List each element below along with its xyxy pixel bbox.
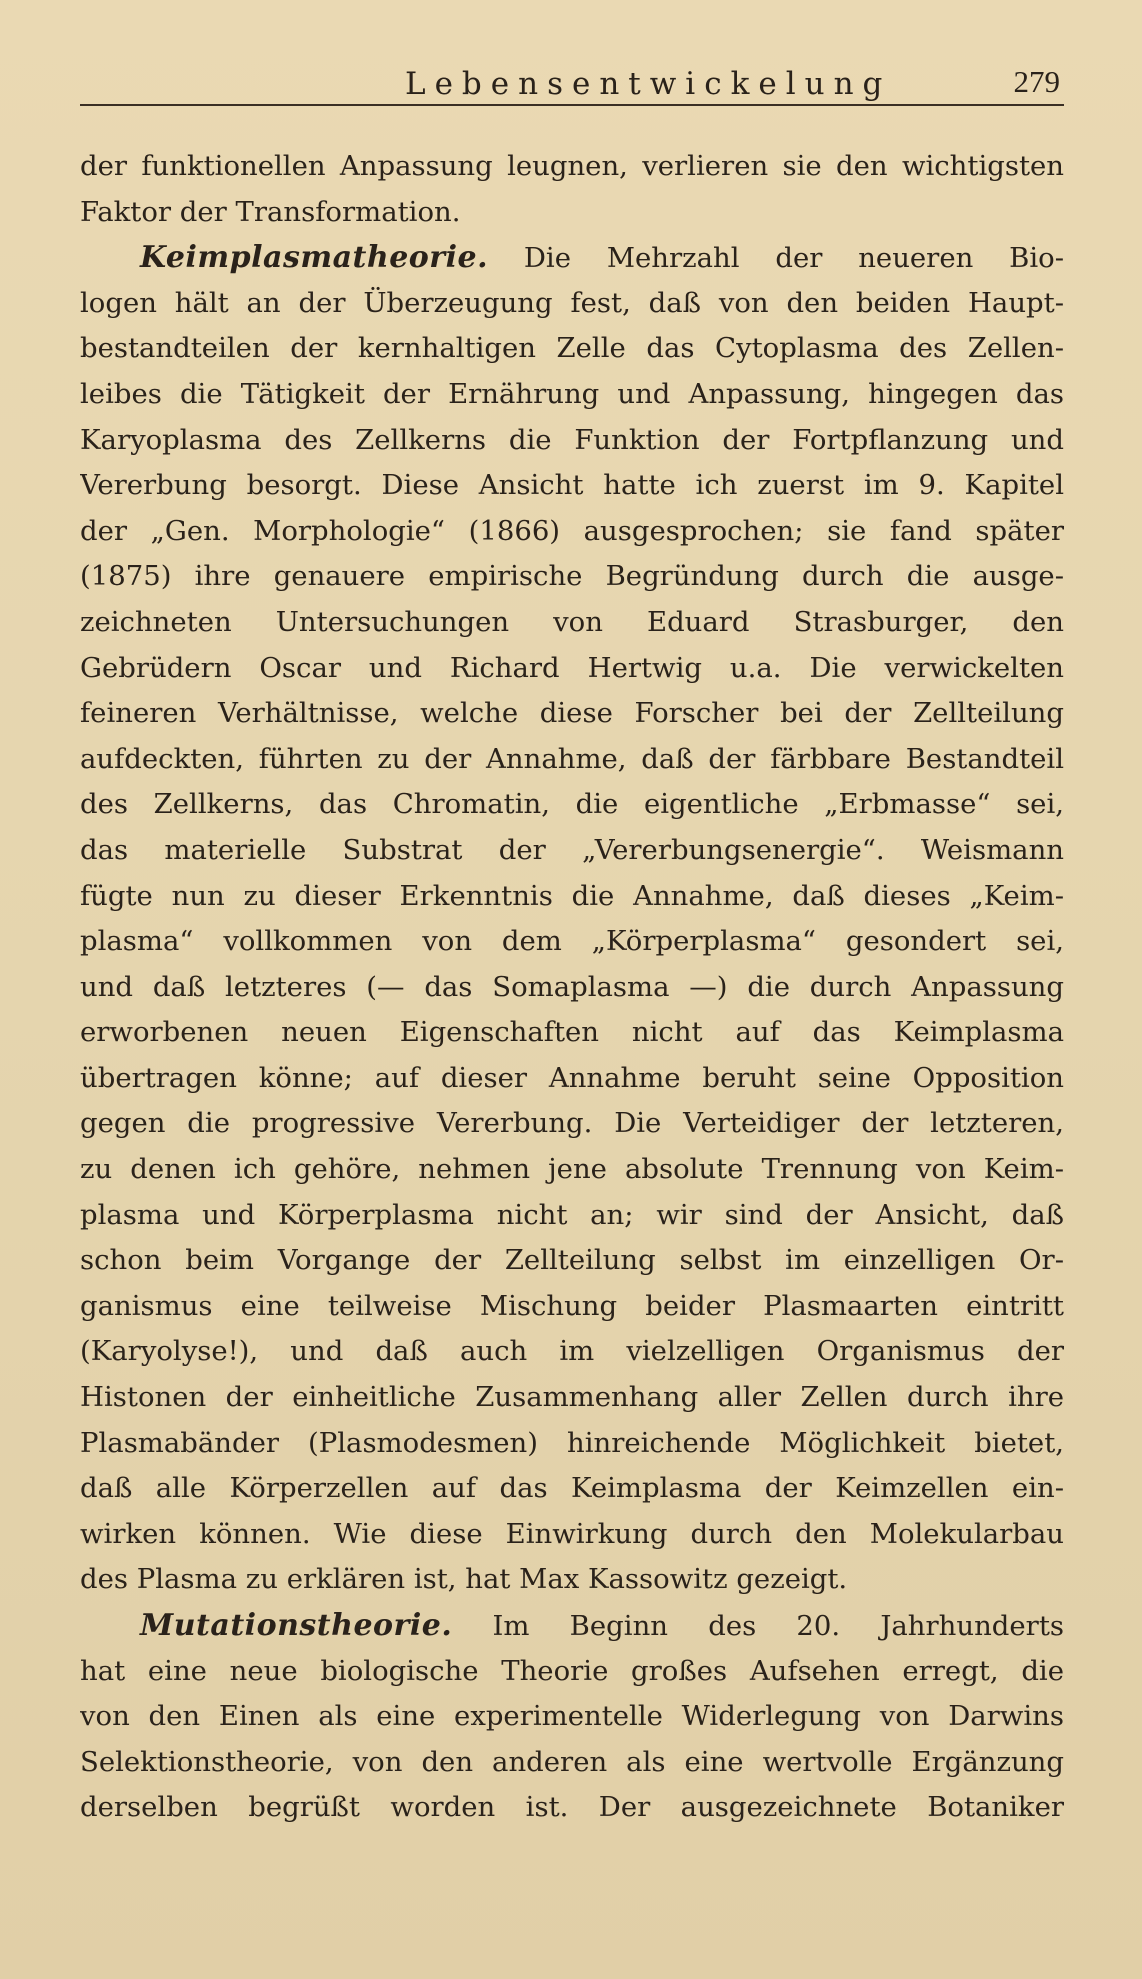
section-heading-keimplasmatheorie: Keimplasmatheorie. [140,240,489,276]
text-line: schon beim Vorgange der Zellteilung selbst im einzelligen Or- [80,1244,1064,1277]
text-line: hat eine neue biologische Theorie großes Aufsehen erregt, die [80,1654,1064,1687]
text-line: Vererbung besorgt. Diese Ansicht hatte ich zuerst im 9. Kapitel [80,469,1064,502]
text-line: das materielle Substrat der „Vererbungsenergie“. Weismann [80,833,1064,866]
text-line: daß alle Körperzellen auf das Keimplasma der Keimzellen ein- [80,1472,1064,1505]
section-heading-mutationstheorie: Mutationstheorie. [140,1608,453,1643]
text-line: wirken können. Wie diese Einwirkung durch den Molekularbau [80,1517,1064,1550]
text-line: ganismus eine teilweise Mischung beider Plasmaarten eintritt [80,1289,1064,1322]
text-line: und daß letzteres (— das Somaplasma —) die durch Anpassung [80,970,1064,1003]
text-line: fügte nun zu dieser Erkenntnis die Annahme, daß dieses „Keim- [80,879,1064,912]
text-line: (Karyolyse!), und daß auch im vielzelligen Organismus der [80,1335,1064,1368]
text-run: Die Mehrzahl der neueren Bio- [523,242,1064,275]
text-line: des Zellkerns, das Chromatin, die eigentliche „Erbmasse“ sei, [80,788,1064,821]
running-title: Lebensentwickelung [405,66,892,102]
text-line: feineren Verhältnisse, welche diese Forscher bei der Zellteilung [80,697,1064,730]
body-text [80,144,1064,1831]
text-line: aufdeckten, führten zu der Annahme, daß der färbbare Bestandteil [80,742,1064,775]
text-line: gegen die progressive Vererbung. Die Verteidiger der letzteren, [80,1107,1064,1140]
text-line: plasma“ vollkommen von dem „Körperplasma“ gesondert sei, [80,925,1064,958]
text-line: plasma und Körperplasma nicht an; wir sind der Ansicht, daß [80,1198,1064,1231]
text-line: übertragen könne; auf dieser Annahme beruht seine Opposition [80,1061,1064,1094]
text-line: erworbenen neuen Eigenschaften nicht auf das Keimplasma [80,1016,1064,1049]
text-line: der „Gen. Morphologie“ (1866) ausgesprochen; sie fand später [80,514,1064,547]
text-line: Histonen der einheitliche Zusammenhang aller Zellen durch ihre [80,1381,1064,1414]
text-line: leibes die Tätigkeit der Ernährung und Anpassung, hingegen das [80,377,1064,410]
text-line: (1875) ihre genauere empirische Begründung durch die ausge- [80,560,1064,593]
text-line: Plasmabänder (Plasmodesmen) hinreichende Möglichkeit bietet, [80,1426,1064,1459]
text-line: Gebrüdern Oscar und Richard Hertwig u.a. Die verwickelten [80,651,1064,684]
text-line: bestandteilen der kernhaltigen Zelle das Cytoplasma des Zellen- [80,332,1064,365]
text-line: des Plasma zu erklären ist, hat Max Kassowitz gezeigt. [80,1563,848,1596]
text-run: Im Beginn des 20. Jahrhunderts [492,1610,1064,1642]
text-line: Karyoplasma des Zellkerns die Funktion der Fortpflanzung und [80,423,1064,456]
text-line: Selektionstheorie, von den anderen als eine wertvolle Ergänzung [80,1745,1064,1778]
text-line: der funktionellen Anpassung leugnen, verlieren sie den wichtigsten [80,150,1064,182]
text-line: derselben begrüßt worden ist. Der ausgezeichnete Botaniker [80,1791,1064,1824]
text-line: von den Einen als eine experimentelle Widerlegung von Darwins [80,1700,1064,1733]
text-line: logen hält an der Überzeugung fest, daß von den beiden Haupt- [80,286,1064,319]
paragraph-first-line [80,1603,1064,1649]
text-line: zeichneten Untersuchungen von Eduard Strasburger, den [80,605,1064,638]
page-number: 279 [1013,64,1060,99]
paragraph-first-line [80,235,1064,281]
page-header [80,56,1064,106]
text-line: Faktor der Transformation. [80,195,461,228]
text-line: zu denen ich gehöre, nehmen jene absolute Trennung von Keim- [80,1153,1064,1186]
